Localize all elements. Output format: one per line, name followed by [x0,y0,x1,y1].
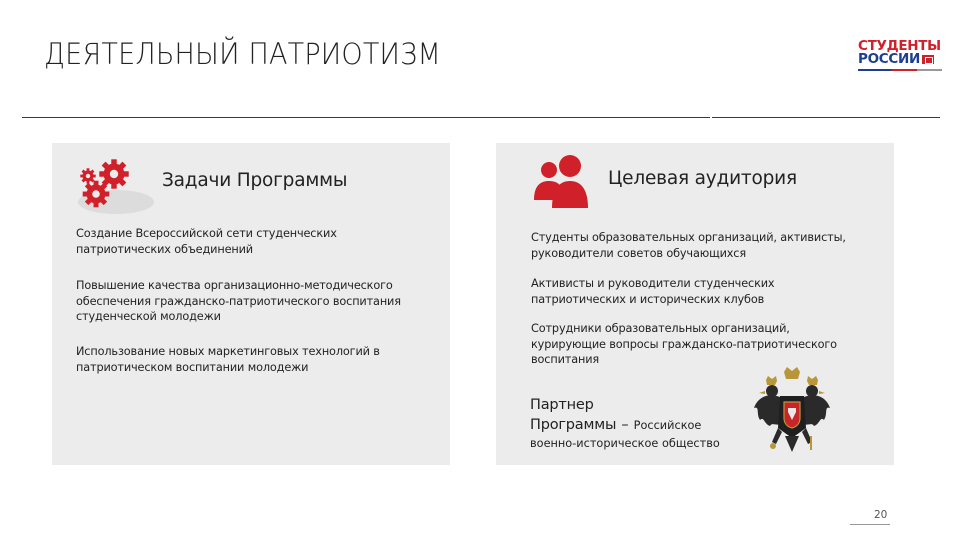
audience-card-title: Целевая аудитория [608,168,797,189]
task-item-2: Повышение качества организационно-методического обеспечения гражданско-патриотического воспитания студенческой молодежи [76,279,401,323]
header-divider-right [712,117,940,118]
partner-heading-line2: Программы [530,417,617,433]
partner-org-part1: Российское [633,419,702,432]
students-of-russia-logo [858,40,944,76]
logo-text-line1: СТУДЕНТЫ [858,38,941,54]
page-number: 20 [874,509,888,521]
logo-flag-icon [922,55,934,64]
partner-heading-line1: Партнер [530,397,594,413]
audience-item-1: Студенты образовательных организаций, активисты, руководители советов обучающихся [531,231,846,260]
partner-org-part2: военно-историческое общество [530,437,720,450]
task-item-1: Создание Всероссийской сети студенческих патриотических объединений [76,227,337,256]
tasks-card-title: Задачи Программы [162,170,348,191]
audience-item-3: Сотрудники образовательных организаций, курирующие вопросы гражданско-патриотического воспитания [531,322,837,366]
partner-heading-line2-row [530,414,750,435]
logo-text-line2: РОССИИ [858,51,920,67]
program-partner [530,396,750,453]
logo-underline [858,69,942,71]
partner-dash: – [621,417,629,433]
double-headed-eagle-emblem [752,366,832,458]
slide-title: ДЕЯТЕЛЬНЫЙ ПАТРИОТИЗМ [44,38,441,72]
audience-item-2: Активисты и руководители студенческих патриотических и исторических клубов [531,277,775,306]
header-divider-left [22,117,710,118]
task-item-3: Использование новых маркетинговых технологий в патриотическом воспитании молодежи [76,345,380,374]
gears-icon [76,152,162,218]
people-icon [532,150,594,212]
logo-text-line2-row [858,53,944,66]
page-number-underline [850,524,890,525]
